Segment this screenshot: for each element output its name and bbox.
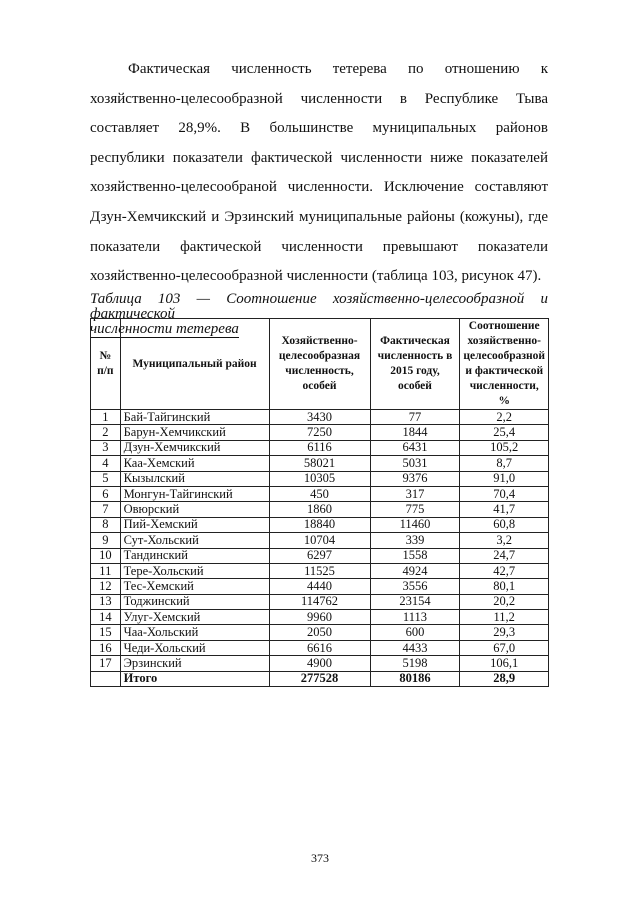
table-cell: 77 xyxy=(370,410,460,425)
table-cell: 339 xyxy=(370,533,460,548)
table-cell: Тере-Хольский xyxy=(120,563,269,578)
table-cell: 60,8 xyxy=(460,517,549,532)
table-cell: 11460 xyxy=(370,517,460,532)
table-cell: 8,7 xyxy=(460,456,549,471)
table-cell: 80,1 xyxy=(460,579,549,594)
table-cell: 3430 xyxy=(269,410,370,425)
table-cell: 6116 xyxy=(269,440,370,455)
table-cell: 11525 xyxy=(269,563,370,578)
table-cell: 8 xyxy=(91,517,121,532)
table-row xyxy=(91,410,549,425)
table-row xyxy=(91,486,549,501)
table-cell: 16 xyxy=(91,640,121,655)
table-cell: 28,9 xyxy=(460,671,549,686)
table-cell: 25,4 xyxy=(460,425,549,440)
table-cell: 1558 xyxy=(370,548,460,563)
table-row xyxy=(91,471,549,486)
table-cell: 600 xyxy=(370,625,460,640)
table-cell: 9960 xyxy=(269,610,370,625)
page-number: 373 xyxy=(311,851,329,865)
table-cell: Тандинский xyxy=(120,548,269,563)
table-cell: 4440 xyxy=(269,579,370,594)
table-cell: 41,7 xyxy=(460,502,549,517)
table-cell: Тоджинский xyxy=(120,594,269,609)
total-row xyxy=(91,671,549,686)
table-cell: 80186 xyxy=(370,671,460,686)
table-cell: Улуг-Хемский xyxy=(120,610,269,625)
table-cell: 1 xyxy=(91,410,121,425)
table-row xyxy=(91,656,549,671)
body-paragraph: Фактическая численность тетерева по отношению к хозяйственно-целесообразной численности в Республике Тыва составляет 28,9%. В большинстве муниципальных районов республики показатели фактической численности ниже показателей хозяйственно-целесообраной численности. Исключение составляют Дзун-Хемчикский и Эрзинский муниципальные районы (кожуны), где показатели фактической численности превышают показатели хозяйственно-целесообразной численности (таблица 103, рисунок 47). xyxy=(90,61,548,285)
table-cell: Бай-Тайгинский xyxy=(120,410,269,425)
table-cell: 23154 xyxy=(370,594,460,609)
table-cell: 5 xyxy=(91,471,121,486)
table-cell: 13 xyxy=(91,594,121,609)
table-cell: 4924 xyxy=(370,563,460,578)
table-cell: 105,2 xyxy=(460,440,549,455)
table-row xyxy=(91,517,549,532)
caption-line-1: Таблица 103 — Соотношение хозяйственно-целесообразной и фактической xyxy=(90,291,548,322)
table-cell: 15 xyxy=(91,625,121,640)
table-row xyxy=(91,610,549,625)
table-cell: Овюрский xyxy=(120,502,269,517)
table-row xyxy=(91,425,549,440)
column-header: Соотношение хозяйственно-целесообразной и фактической численности, % xyxy=(460,319,549,410)
table-cell: 24,7 xyxy=(460,548,549,563)
table-cell: 58021 xyxy=(269,456,370,471)
table-cell: 11 xyxy=(91,563,121,578)
table-cell: 7 xyxy=(91,502,121,517)
table-cell xyxy=(91,671,121,686)
table-cell: Эрзинский xyxy=(120,656,269,671)
table-row xyxy=(91,563,549,578)
table-cell: 11,2 xyxy=(460,610,549,625)
table-cell: 6297 xyxy=(269,548,370,563)
table-cell: 317 xyxy=(370,486,460,501)
table-cell: 9376 xyxy=(370,471,460,486)
table-row xyxy=(91,456,549,471)
table-cell: 6 xyxy=(91,486,121,501)
column-header: Муниципальный район xyxy=(120,319,269,410)
table-row xyxy=(91,533,549,548)
table-cell: 20,2 xyxy=(460,594,549,609)
table-cell: 4 xyxy=(91,456,121,471)
table-cell: Каа-Хемский xyxy=(120,456,269,471)
table-cell: 29,3 xyxy=(460,625,549,640)
table-cell: 3,2 xyxy=(460,533,549,548)
table-cell: 2050 xyxy=(269,625,370,640)
table-cell: 10704 xyxy=(269,533,370,548)
table-cell: 70,4 xyxy=(460,486,549,501)
table-row xyxy=(91,548,549,563)
table-cell: Чеди-Хольский xyxy=(120,640,269,655)
table-cell: 4900 xyxy=(269,656,370,671)
table-header-row xyxy=(91,319,549,410)
table-cell: 450 xyxy=(269,486,370,501)
table-cell: 114762 xyxy=(269,594,370,609)
table-cell: 42,7 xyxy=(460,563,549,578)
column-header: № п/п xyxy=(91,319,121,410)
table-cell: Сут-Хольский xyxy=(120,533,269,548)
table-cell: 1113 xyxy=(370,610,460,625)
table-cell: 2 xyxy=(91,425,121,440)
column-header: Хозяйственно-целесообразная численность, особей xyxy=(269,319,370,410)
table-cell: 17 xyxy=(91,656,121,671)
table-row xyxy=(91,502,549,517)
table-row xyxy=(91,579,549,594)
table-cell: 106,1 xyxy=(460,656,549,671)
table-row xyxy=(91,625,549,640)
table-cell: 3 xyxy=(91,440,121,455)
table-cell: 67,0 xyxy=(460,640,549,655)
table-cell: Пий-Хемский xyxy=(120,517,269,532)
table-cell: 10305 xyxy=(269,471,370,486)
table-row xyxy=(91,640,549,655)
table-cell: 5198 xyxy=(370,656,460,671)
table-cell: 14 xyxy=(91,610,121,625)
table-cell: 91,0 xyxy=(460,471,549,486)
table-cell: 18840 xyxy=(269,517,370,532)
table-cell: 12 xyxy=(91,579,121,594)
table-row xyxy=(91,440,549,455)
table-cell: 6616 xyxy=(269,640,370,655)
table-cell: 4433 xyxy=(370,640,460,655)
table-cell: 3556 xyxy=(370,579,460,594)
table-cell: 2,2 xyxy=(460,410,549,425)
table-cell: 775 xyxy=(370,502,460,517)
table-cell: Кызылский xyxy=(120,471,269,486)
table-row xyxy=(91,594,549,609)
table-cell: 1844 xyxy=(370,425,460,440)
table-cell: Барун-Хемчикский xyxy=(120,425,269,440)
table-cell: 7250 xyxy=(269,425,370,440)
table-cell: Дзун-Хемчикский xyxy=(120,440,269,455)
data-table xyxy=(90,318,549,687)
column-header: Фактическая численность в 2015 году, особей xyxy=(370,319,460,410)
table-cell: Итого xyxy=(120,671,269,686)
table-cell: 9 xyxy=(91,533,121,548)
table-cell: 10 xyxy=(91,548,121,563)
table-cell: 1860 xyxy=(269,502,370,517)
table-cell: Монгун-Тайгинский xyxy=(120,486,269,501)
table-cell: 277528 xyxy=(269,671,370,686)
table-cell: Чаа-Хольский xyxy=(120,625,269,640)
table-cell: 5031 xyxy=(370,456,460,471)
caption-line-2: численности тетерева xyxy=(90,321,239,337)
table-cell: Тес-Хемский xyxy=(120,579,269,594)
table-cell: 6431 xyxy=(370,440,460,455)
